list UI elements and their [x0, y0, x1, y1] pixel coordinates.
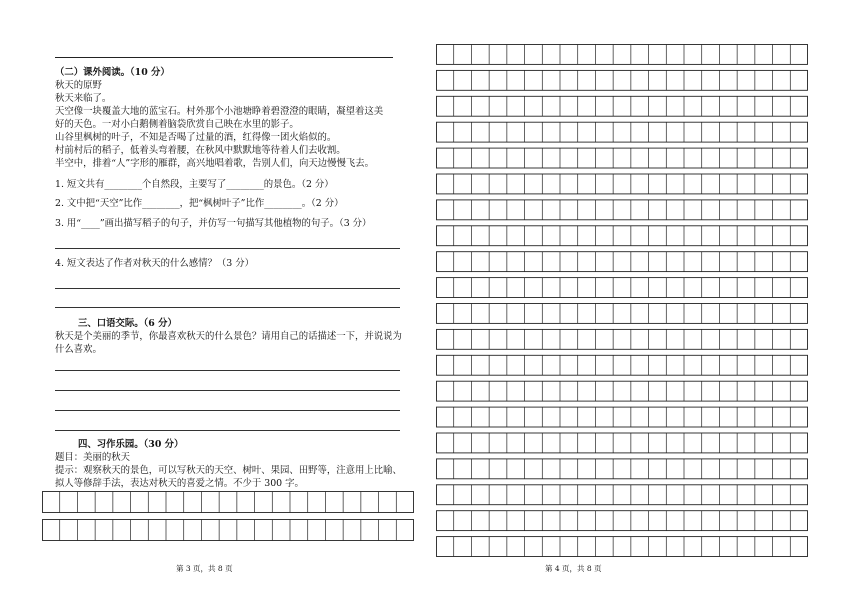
grid-row: [437, 511, 808, 531]
passage-line: 天空像一块覆盖大地的蓝宝石。村外那个小池塘睁着碧澄澄的眼睛，凝望着这美: [55, 106, 384, 117]
answer-line[interactable]: [55, 390, 400, 391]
grid-row: [43, 520, 414, 541]
grid-row: [437, 485, 808, 505]
grid-row: [437, 459, 808, 479]
grid-row: [437, 96, 808, 116]
grid-row: [437, 252, 808, 272]
section3-heading: 三、口语交际。（6 分）: [78, 318, 177, 329]
essay-hint: 提示：观察秋天的景色，可以写秋天的天空、树叶、果园、田野等，注意用上比喻、拟人等修辞手法，表达对秋天的喜爱之情。不少于 300 字。: [55, 465, 402, 489]
answer-line[interactable]: [55, 248, 400, 249]
grid-row: [437, 148, 808, 168]
grid-row: [437, 174, 808, 194]
section4-heading: 四、习作乐园。（30 分）: [78, 439, 184, 450]
section2-heading: （二）课外阅读。（10 分）: [55, 67, 170, 78]
writing-grid-large[interactable]: [436, 44, 808, 557]
grid-row: [437, 381, 808, 401]
grid-row: [437, 45, 808, 65]
question-3: 3. 用“____”画出描写稻子的句子，并仿写一句描写其他植物的句子。（3 分）: [55, 218, 372, 229]
answer-line[interactable]: [55, 430, 400, 431]
grid-row: [437, 329, 808, 349]
writing-grid-small[interactable]: [42, 491, 414, 541]
question-4: 4. 短文表达了作者对秋天的什么感情？（3 分）: [55, 258, 254, 269]
question-2: 2. 文中把“天空”比作________，把“枫树叶子”比作________。（2 分）: [55, 198, 344, 209]
grid-row: [437, 200, 808, 220]
grid-row: [437, 226, 808, 246]
question-1: 1. 短文共有________个自然段，主要写了________的景色。（2 分）: [55, 179, 334, 190]
answer-line[interactable]: [55, 370, 400, 371]
grid-row: [437, 278, 808, 298]
answer-line[interactable]: [55, 307, 400, 308]
grid-row: [437, 537, 808, 557]
passage-line: 秋天来临了。: [55, 93, 112, 104]
header-rule: [55, 57, 393, 58]
passage-line: 半空中，排着“人”字形的雁群，高兴地唱着歌，告别人们，向天边慢慢飞去。: [55, 158, 374, 169]
essay-topic: 题目：美丽的秋天: [55, 452, 131, 463]
passage-line: 好的天色。一对小白鹅侧着脑袋欣赏自己映在水里的影子。: [55, 119, 299, 130]
section3-prompt: 秋天是个美丽的季节，你最喜欢秋天的什么景色？请用自己的话描述一下，并说说为什么喜欢。: [55, 331, 402, 355]
page-footer: 第 4 页，共 8 页: [545, 564, 602, 573]
grid-row: [437, 70, 808, 90]
grid-row: [437, 433, 808, 453]
grid-row: [437, 407, 808, 427]
passage-line: 村前村后的稻子，低着头弯着腰，在秋风中默默地等待着人们去收割。: [55, 145, 346, 156]
grid-row: [43, 492, 414, 513]
passage-title: 秋天的原野: [55, 80, 102, 91]
answer-line[interactable]: [55, 288, 400, 289]
grid-row: [437, 304, 808, 324]
passage-line: 山谷里枫树的叶子，不知是否喝了过量的酒，红得像一团火焰似的。: [55, 132, 337, 143]
grid-row: [437, 355, 808, 375]
page-footer: 第 3 页，共 8 页: [176, 564, 233, 573]
answer-line[interactable]: [55, 410, 400, 411]
grid-row: [437, 122, 808, 142]
